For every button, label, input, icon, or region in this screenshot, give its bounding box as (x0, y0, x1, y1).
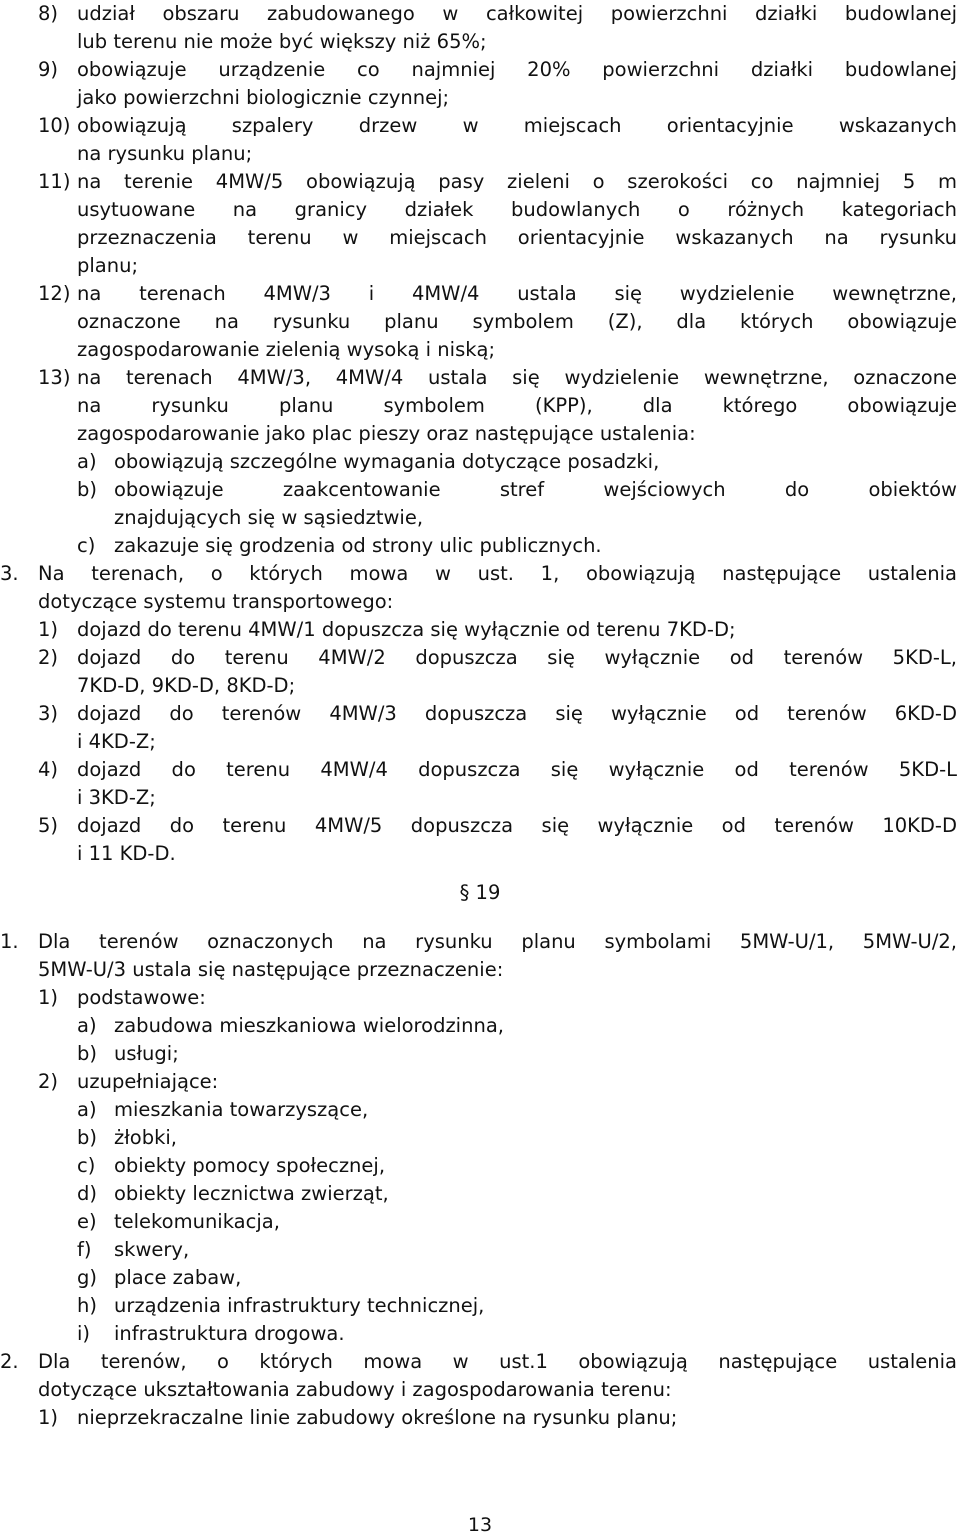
text-line: Na terenach, o których mowa w ust. 1, obowiązują następujące ustalenia (38, 562, 957, 585)
paragraph-number: 3. (0, 562, 19, 585)
text-line: i 3KD-Z; (77, 786, 156, 809)
text-line: mieszkania towarzyszące, (114, 1098, 369, 1121)
item-number: 12) (38, 282, 71, 305)
item-letter: e) (77, 1210, 97, 1233)
text-line: lub terenu nie może być większy niż 65%; (77, 30, 487, 53)
text-line: dojazd do terenu 4MW/1 dopuszcza się wyłącznie od terenu 7KD-D; (77, 618, 736, 641)
text-line: uzupełniające: (77, 1070, 219, 1093)
text-line: jako powierzchni biologicznie czynnej; (77, 86, 450, 109)
item-letter: a) (77, 1014, 97, 1037)
text-line: dotyczące ukształtowania zabudowy i zagospodarowania terenu: (38, 1378, 672, 1401)
text-line: udział obszaru zabudowanego w całkowitej powierzchni działki budowlanej (77, 2, 957, 25)
text-line: dojazd do terenu 4MW/4 dopuszcza się wyłącznie od terenów 5KD-L (77, 758, 957, 781)
text-line: obowiązują szczególne wymagania dotyczące posadzki, (114, 450, 660, 473)
item-letter: b) (77, 1126, 97, 1149)
text-line: Dla terenów oznaczonych na rysunku planu symbolami 5MW-U/1, 5MW-U/2, (38, 930, 957, 953)
item-number: 1) (38, 618, 59, 641)
item-number: 5) (38, 814, 59, 837)
text-line: na terenach 4MW/3 i 4MW/4 ustala się wydzielenie wewnętrzne, (77, 282, 957, 305)
item-number: 2) (38, 646, 59, 669)
text-line: zagospodarowanie zielenią wysoką i niską; (77, 338, 496, 361)
item-letter: a) (77, 1098, 97, 1121)
text-line: zabudowa mieszkaniowa wielorodzinna, (114, 1014, 504, 1037)
item-letter: d) (77, 1182, 97, 1205)
text-line: znajdujących się w sąsiedztwie, (114, 506, 424, 529)
item-number: 4) (38, 758, 59, 781)
text-line: 5MW-U/3 ustala się następujące przeznaczenie: (38, 958, 504, 981)
text-line: przeznaczenia terenu w miejscach orientacyjnie wskazanych na rysunku (77, 226, 957, 249)
text-line: na terenie 4MW/5 obowiązują pasy zieleni o szerokości co najmniej 5 m (77, 170, 957, 193)
text-line: obowiązuje zaakcentowanie stref wejściowych do obiektów (114, 478, 957, 501)
paragraph-number: 2. (0, 1350, 19, 1373)
item-letter: i) (77, 1322, 91, 1345)
paragraph-number: 1. (0, 930, 19, 953)
item-number: 13) (38, 366, 71, 389)
text-line: nieprzekraczalne linie zabudowy określone na rysunku planu; (77, 1406, 678, 1429)
text-line: na rysunku planu symbolem (KPP), dla którego obowiązuje (77, 394, 957, 417)
text-line: Dla terenów, o których mowa w ust.1 obowiązują następujące ustalenia (38, 1350, 957, 1373)
text-line: oznaczone na rysunku planu symbolem (Z), dla których obowiązuje (77, 310, 957, 333)
text-line: planu; (77, 254, 139, 277)
item-number: 2) (38, 1070, 59, 1093)
text-line: dotyczące systemu transportowego: (38, 590, 394, 613)
item-letter: a) (77, 450, 97, 473)
item-letter: c) (77, 1154, 96, 1177)
item-number: 1) (38, 986, 59, 1009)
page-number: 13 (467, 1514, 493, 1536)
text-line: obiekty lecznictwa zwierząt, (114, 1182, 389, 1205)
text-line: telekomunikacja, (114, 1210, 280, 1233)
item-letter: h) (77, 1294, 97, 1317)
item-number: 11) (38, 170, 71, 193)
text-line: usytuowane na granicy działek budowlanych o różnych kategoriach (77, 198, 957, 221)
text-line: obowiązuje urządzenie co najmniej 20% powierzchni działki budowlanej (77, 58, 957, 81)
text-line: place zabaw, (114, 1266, 242, 1289)
text-line: zagospodarowanie jako plac pieszy oraz następujące ustalenia: (77, 422, 696, 445)
text-line: obiekty pomocy społecznej, (114, 1154, 386, 1177)
text-line: skwery, (114, 1238, 190, 1261)
item-number: 9) (38, 58, 59, 81)
item-number: 10) (38, 114, 71, 137)
text-line: urządzenia infrastruktury technicznej, (114, 1294, 485, 1317)
text-line: zakazuje się grodzenia od strony ulic publicznych. (114, 534, 602, 557)
text-line: dojazd do terenu 4MW/2 dopuszcza się wyłącznie od terenów 5KD-L, (77, 646, 957, 669)
item-letter: f) (77, 1238, 92, 1261)
text-line: żłobki, (114, 1126, 177, 1149)
item-number: 3) (38, 702, 59, 725)
text-line: podstawowe: (77, 986, 206, 1009)
item-number: 1) (38, 1406, 59, 1429)
text-line: dojazd do terenu 4MW/5 dopuszcza się wyłącznie od terenów 10KD-D (77, 814, 957, 837)
item-letter: b) (77, 1042, 97, 1065)
text-line: infrastruktura drogowa. (114, 1322, 345, 1345)
text-line: 7KD-D, 9KD-D, 8KD-D; (77, 674, 296, 697)
text-line: na rysunku planu; (77, 142, 253, 165)
text-line: na terenach 4MW/3, 4MW/4 ustala się wydzielenie wewnętrzne, oznaczone (77, 366, 957, 389)
item-letter: b) (77, 478, 97, 501)
item-letter: g) (77, 1266, 97, 1289)
text-line: i 4KD-Z; (77, 730, 156, 753)
text-line: usługi; (114, 1042, 179, 1065)
item-number: 8) (38, 2, 59, 25)
text-line: obowiązują szpalery drzew w miejscach orientacyjnie wskazanych (77, 114, 957, 137)
text-line: i 11 KD-D. (77, 842, 176, 865)
text-line: dojazd do terenów 4MW/3 dopuszcza się wyłącznie od terenów 6KD-D (77, 702, 957, 725)
item-letter: c) (77, 534, 96, 557)
section-heading: § 19 (459, 881, 501, 904)
